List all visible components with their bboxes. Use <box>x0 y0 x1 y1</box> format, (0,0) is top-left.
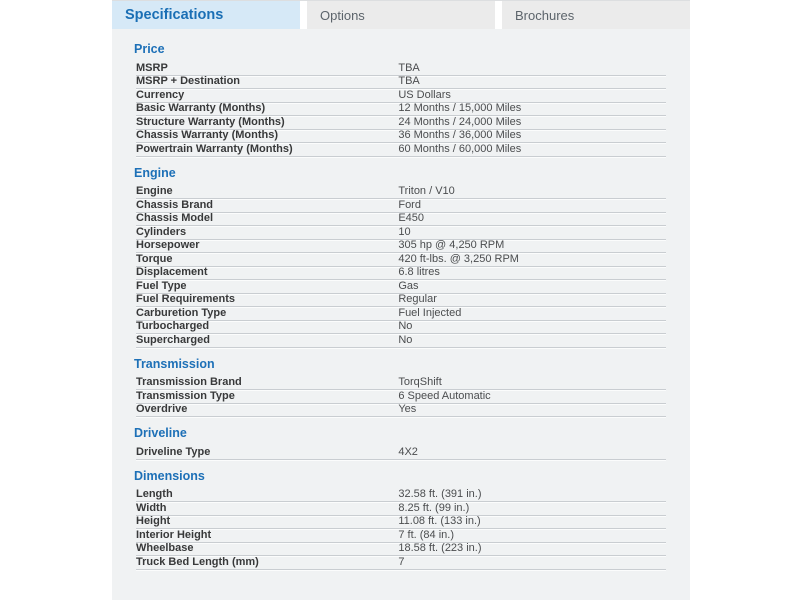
table-row <box>136 556 666 570</box>
spec-value: 24 Months / 24,000 Miles <box>398 116 522 128</box>
table-row <box>136 404 666 418</box>
spec-label: Width <box>136 502 167 514</box>
tab-brochures[interactable]: Brochures <box>502 1 690 29</box>
section-title-engine: Engine <box>134 165 176 180</box>
spec-label: Horsepower <box>136 240 200 252</box>
specifications-content <box>112 29 690 600</box>
spec-label: Chassis Model <box>136 213 214 225</box>
table-row <box>136 390 666 404</box>
spec-sections <box>134 42 666 570</box>
table-row <box>136 89 666 103</box>
spec-label: Wheelbase <box>136 543 194 555</box>
table-row <box>136 76 666 90</box>
table-row <box>136 143 666 157</box>
table-row <box>136 294 666 308</box>
table-row <box>136 334 666 348</box>
spec-value: No <box>398 334 413 346</box>
spec-label: Basic Warranty (Months) <box>136 103 266 115</box>
spec-table <box>136 186 666 348</box>
spec-label: Overdrive <box>136 404 188 416</box>
table-row <box>136 446 666 460</box>
spec-label: Displacement <box>136 267 208 279</box>
spec-label: Driveline Type <box>136 446 211 458</box>
spec-label: Structure Warranty (Months) <box>136 116 285 128</box>
spec-label: Transmission Type <box>136 390 235 402</box>
spec-value: US Dollars <box>398 89 451 101</box>
spec-label: Interior Height <box>136 529 212 541</box>
spec-value: No <box>398 321 413 333</box>
spec-label: Cylinders <box>136 226 187 238</box>
spec-label: Chassis Brand <box>136 199 214 211</box>
table-row <box>136 213 666 227</box>
tab-specifications[interactable]: Specifications <box>112 1 300 29</box>
table-row <box>136 543 666 557</box>
table-row <box>136 280 666 294</box>
table-row <box>136 226 666 240</box>
spec-table <box>136 446 666 460</box>
spec-value: 10 <box>398 226 411 238</box>
table-row <box>136 116 666 130</box>
spec-label: Engine <box>136 186 173 198</box>
section-title-dimensions: Dimensions <box>134 468 205 483</box>
spec-label: Fuel Type <box>136 280 187 292</box>
spec-value: Triton / V10 <box>398 186 455 198</box>
vehicle-info-panel <box>112 0 690 600</box>
spec-label: MSRP <box>136 62 168 74</box>
table-row <box>136 130 666 144</box>
table-row <box>136 62 666 76</box>
section-title-driveline: Driveline <box>134 426 187 440</box>
spec-value: 4X2 <box>398 446 418 458</box>
spec-value: 7 <box>398 556 405 568</box>
spec-value: 6.8 litres <box>398 267 440 279</box>
table-row <box>136 240 666 254</box>
spec-value: 8.25 ft. (99 in.) <box>398 502 470 514</box>
table-row <box>136 307 666 321</box>
tab-options[interactable]: Options <box>307 1 495 29</box>
spec-value: 11.08 ft. (133 in.) <box>398 516 481 528</box>
spec-value: Yes <box>398 404 417 416</box>
spec-table <box>136 489 666 570</box>
spec-value: Gas <box>398 280 419 292</box>
spec-value: TBA <box>398 76 420 88</box>
spec-value: 6 Speed Automatic <box>398 390 491 402</box>
table-row <box>136 253 666 267</box>
spec-value: 420 ft-lbs. @ 3,250 RPM <box>398 253 519 265</box>
table-row <box>136 516 666 530</box>
spec-value: 12 Months / 15,000 Miles <box>398 103 522 115</box>
spec-label: Powertrain Warranty (Months) <box>136 143 293 155</box>
table-row <box>136 267 666 281</box>
spec-label: Turbocharged <box>136 321 210 333</box>
spec-value: 32.58 ft. (391 in.) <box>398 489 482 501</box>
spec-label: Fuel Requirements <box>136 294 236 306</box>
spec-label: Torque <box>136 253 173 265</box>
spec-value: 18.58 ft. (223 in.) <box>398 543 482 555</box>
table-row <box>136 502 666 516</box>
spec-label: MSRP + Destination <box>136 76 241 88</box>
spec-value: 305 hp @ 4,250 RPM <box>398 240 505 252</box>
spec-label: Supercharged <box>136 334 210 346</box>
spec-value: Ford <box>398 199 421 211</box>
spec-table <box>136 62 666 157</box>
spec-label: Carburetion Type <box>136 307 227 319</box>
spec-value: Regular <box>398 294 437 306</box>
section-title-price: Price <box>134 42 165 56</box>
table-row <box>136 103 666 117</box>
table-row <box>136 199 666 213</box>
spec-label: Length <box>136 489 173 501</box>
spec-value: 60 Months / 60,000 Miles <box>398 143 522 155</box>
table-row <box>136 529 666 543</box>
section-title-transmission: Transmission <box>134 356 215 371</box>
spec-value: Fuel Injected <box>398 307 462 319</box>
tab-bar <box>112 0 690 29</box>
spec-label: Truck Bed Length (mm) <box>136 556 259 568</box>
spec-table <box>136 377 666 418</box>
table-row <box>136 186 666 200</box>
spec-value: 36 Months / 36,000 Miles <box>398 130 522 142</box>
spec-value: 7 ft. (84 in.) <box>398 529 454 541</box>
spec-label: Height <box>136 516 171 528</box>
table-row <box>136 321 666 335</box>
spec-label: Currency <box>136 89 185 101</box>
spec-value: TorqShift <box>398 377 442 389</box>
spec-label: Chassis Warranty (Months) <box>136 130 279 142</box>
spec-value: TBA <box>398 62 420 74</box>
spec-label: Transmission Brand <box>136 377 242 389</box>
spec-value: E450 <box>398 213 425 225</box>
table-row <box>136 377 666 391</box>
table-row <box>136 489 666 503</box>
